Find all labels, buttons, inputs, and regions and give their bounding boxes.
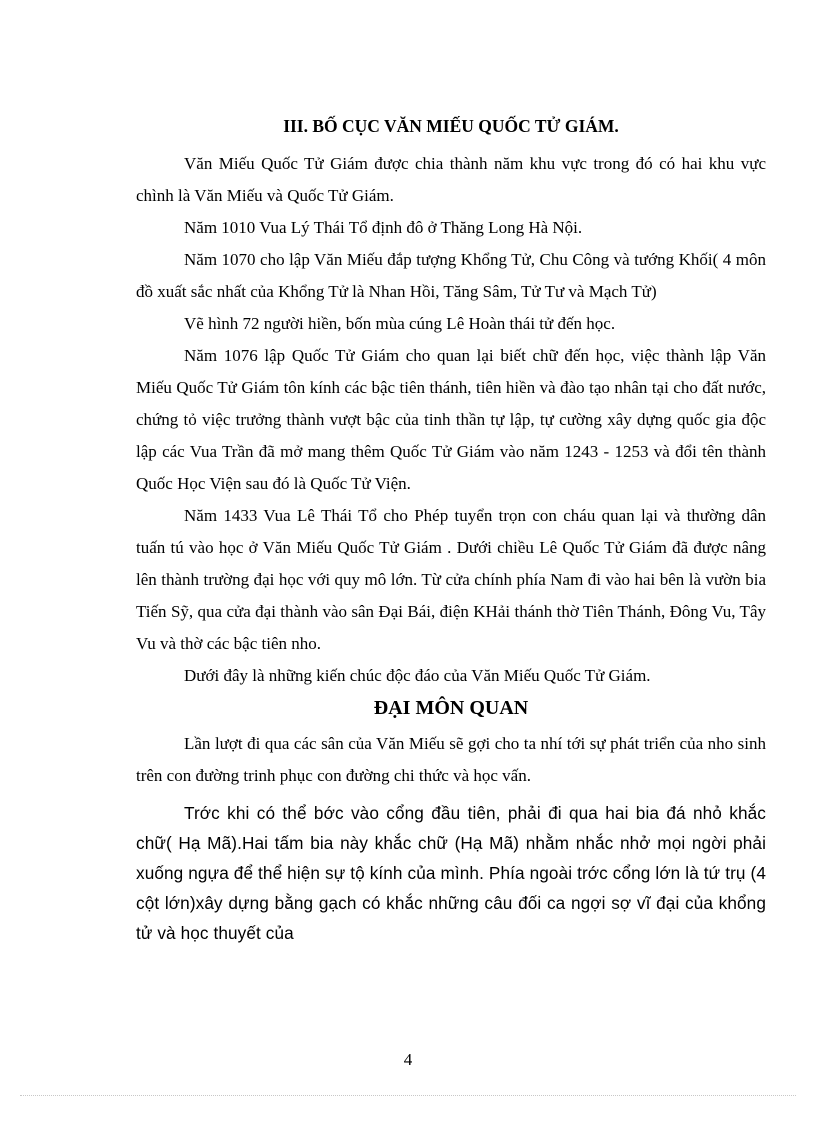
paragraph-3: Năm 1070 cho lập Văn Miếu đắp tượng Khổng Tử, Chu Công và tướng Khối( 4 môn đồ xuất sắc nhất của Khổng Tử là Nhan Hồi, Tăng Sâm, Tử Tư và Mạch Tử) <box>136 250 766 301</box>
paragraph-5: Năm 1076 lập Quốc Tử Giám cho quan lại biết chữ đến học, việc thành lập Văn Miếu Quốc Tử Giám tôn kính các bậc tiên thánh, tiên hiền và đào tạo nhân tại cho đất nước, chứng tỏ việc trưởng thành vượt bậc của tinh thần tự lập, tự cường xây dựng quốc gia độc lập các Vua Trần đã mở mang thêm Quốc Tử Giám vào năm 1243 - 1253 và đổi tên thành Quốc Học Viện sau đó là Quốc Tử Viện. <box>136 346 766 493</box>
paragraph-2: Năm 1010 Vua Lý Thái Tổ định đô ở Thăng Long Hà Nội. <box>184 218 583 237</box>
page-content <box>136 116 766 948</box>
paragraph-1: Văn Miếu Quốc Tử Giám được chia thành năm khu vực trong đó có hai khu vực chình là Văn Miếu và Quốc Tử Giám. <box>136 154 766 205</box>
paragraph-after-subheading: Lần lượt đi qua các sân của Văn Miếu sẽ gợi cho ta nhí tới sự phát triển của nho sinh trên con đường trinh phục con đường chi thức và học vấn. <box>136 734 766 785</box>
page-number: 4 <box>403 1050 413 1069</box>
sans-paragraph: Trớc khi có thể bớc vào cổng đầu tiên, phải đi qua hai bia đá nhỏ khắc chữ( Hạ Mã).Hai tấm bia này khắc chữ (Hạ Mã) nhằm nhắc nhở mọi ngời phải xuống ngựa để thể hiện sự tộ kính của mình. Phía ngoài trớc cổng lớn là tứ trụ (4 cột lớn)xây dựng bằng gạch có khắc những câu đối ca ngợi sợ vĩ đại của khổng tử và học thuyết của <box>136 803 766 943</box>
footer-divider <box>20 1095 796 1096</box>
paragraph-6: Năm 1433 Vua Lê Thái Tổ cho Phép tuyển trọn con cháu quan lại và thường dân tuấn tú vào học ở Văn Miếu Quốc Tử Giám . Dưới chiều Lê Quốc Tử Giám đã được nâng lên thành trường đại học với quy mô lớn. Từ cửa chính phía Nam đi vào hai bên là vườn bia Tiến Sỹ, qua cửa đại thành vào sân Đại Bái, điện KHải thánh thờ Tiên Thánh, Đông Vu, Tây Vu và thờ các bậc tiên nho. <box>136 506 766 653</box>
paragraph-4: Vẽ hình 72 người hiền, bốn mùa cúng Lê Hoàn thái tử đến học. <box>184 314 616 333</box>
subheading: ĐẠI MÔN QUAN <box>373 697 529 719</box>
section-heading: III. BỐ CỤC VĂN MIẾU QUỐC TỬ GIÁM. <box>283 116 619 136</box>
paragraph-7: Dưới đây là những kiến chúc độc đáo của Văn Miếu Quốc Tử Giám. <box>184 666 651 685</box>
